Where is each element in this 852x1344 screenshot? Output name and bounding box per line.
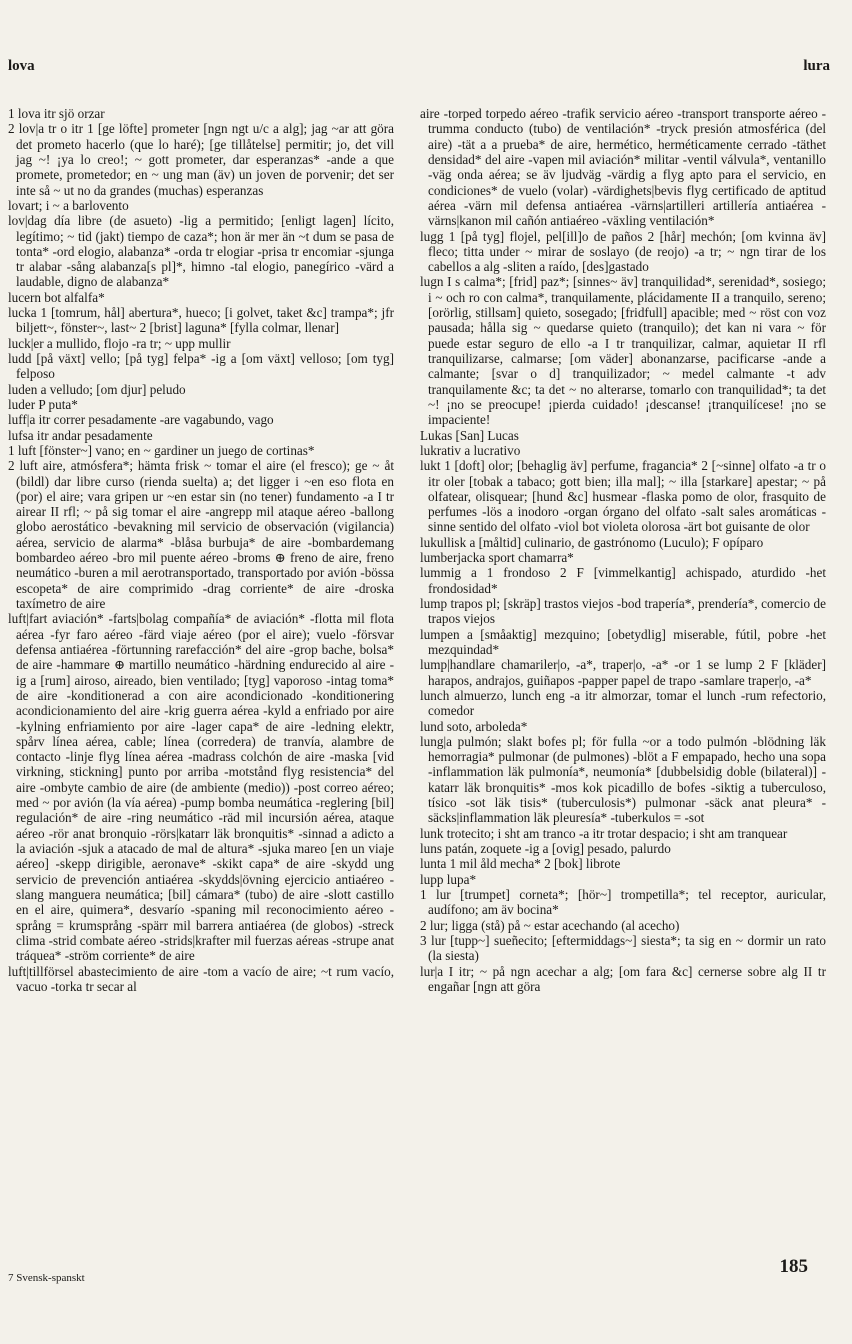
dictionary-entry: ludd [på växt] vello; [på tyg] felpa* -ig a [om växt] velloso; [om tyg] felposo	[8, 351, 394, 382]
dictionary-entry: lunk trotecito; i sht am tranco -a itr trotar despacio; i sht am tranquear	[420, 825, 788, 841]
dictionary-entry: lucern bot alfalfa*	[8, 289, 105, 305]
dictionary-entry: lufsa itr andar pesadamente	[8, 427, 153, 443]
signature-mark: 7 Svensk-spanskt	[8, 1272, 85, 1284]
page-number: 185	[779, 1256, 808, 1277]
dictionary-entry: luft|tillförsel abastecimiento de aire -tom a vacío de aire; ~t rum vacío, vacuo -torka tr secar al	[8, 963, 394, 994]
dictionary-entry: lunta 1 mil åld mecha* 2 [bok] librote	[420, 856, 621, 872]
dictionary-entry: lucka 1 [tomrum, hål] abertura*, hueco; [i golvet, taket &c] trampa*; jfr biljett~, fönster~, last~ 2 [brist] laguna* [fylla colmar, llenar]	[8, 305, 394, 336]
dictionary-entry: lur|a I itr; ~ på ngn acechar a alg; [om fara &c] cernerse sobre alg II tr engañar [ngn att göra	[420, 963, 826, 994]
dictionary-entry: lund soto, arboleda*	[420, 718, 528, 734]
dictionary-entry: 1 lur [trumpet] corneta*; [hör~] trompetilla*; tel receptor, auricular, audífono; am äv bocina*	[420, 886, 826, 918]
dictionary-entry: lov|dag día libre (de asueto) -lig a permitido; [enligt lagen] lícito, legítimo; ~ tid (jakt) tiempo de caza*; hon är mer än ~t dum se pasa de tonta* -ord elogio, alabanza* -orda tr elogiar -prisa tr encomiar -sjunga tr alabar -sång alabanza[s pl]*, himno -tal elogio, panegírico -värd a laudable, digno de alabanza*	[8, 213, 394, 290]
dictionary-entry: aire -torped torpedo aéreo -trafik servicio aéreo -transport transporte aéreo -trumma conducto (tubo) de ventilación* -tryck presión atmosférica (del aire) -tät a a prueba* de aire, hermético, herméticamente cerrado -täthet densidad* del aire -vapen mil aviación* militar -ventil válvula*, ventanillo -väg onda aérea; se äv ljudväg -värdig a flyg apto para el servicio, en condiciones* de vuelo (volar) -värdighets|bevis flyg certificado de aptitud aérea -värn mil defensa antiaérea -värns|artilleri artillería antiaérea -värns|kanon mil cañón antiaéreo -växling ventilación*	[420, 106, 826, 229]
dictionary-entry: lung|a pulmón; slakt bofes pl; för fulla ~or a todo pulmón -blödning läk hemorragia* pulmonar (de pulmones) -blöt a F empapado, hecho una sopa -inflammation läk pulmonía*, neumonía* [dubbelsidig doble (bilateral)] -katarr läk bronquitis* -mos kok picadillo de bofes -siktig a tuberculoso, tísico -sot läk tisis* (tuberculosis*) pulmonar -säck anat pleura* -säcks|inflammation läk pleuresía* -tuberkulos = -sot	[420, 733, 826, 826]
dictionary-entry: 1 luft [fönster~] vano; en ~ gardiner un juego de cortinas*	[8, 442, 315, 458]
dictionary-entry: lumpen a [småaktig] mezquino; [obetydlig] miserable, fútil, pobre -het mezquindad*	[420, 626, 826, 657]
dictionary-entry: luden a velludo; [om djur] peludo	[8, 381, 186, 397]
dictionary-entry: lump|handlare chamariler|o, -a*, traper|o, -a* -or 1 se lump 2 F [kläder] harapos, andrajos, guiñapos -papper papel de trapo -samlare traper|o, -a*	[420, 657, 826, 688]
guide-word-right: lura	[803, 58, 830, 74]
dictionary-entry: lukrativ a lucrativo	[420, 442, 521, 458]
dictionary-entry: 1 lova itr sjö orzar	[8, 106, 105, 121]
dictionary-entry: lupp lupa*	[420, 871, 477, 887]
dictionary-entry: lukt 1 [doft] olor; [behaglig äv] perfume, fragancia* 2 [~sinne] olfato -a tr o itr oler [tobak a tabaco; gott bien; illa mal]; ~ illa [starkare] apestar; ~ på olfatear, olisquear; [hund &c] husmear -flaska pomo de olor, frasquito de perfumes -lös a inodoro -organ órgano del olfato -salt sales aromáticas -sinne sentido del olfato -viol bot violeta olorosa -ärt bot guisante de olor	[420, 458, 826, 535]
dictionary-entry: luder P puta*	[8, 396, 78, 412]
dictionary-entry: luck|er a mullido, flojo -ra tr; ~ upp mullir	[8, 335, 231, 351]
dictionary-entry: lovart; i ~ a barlovento	[8, 197, 129, 213]
guide-word-left: lova	[8, 58, 35, 74]
dictionary-entry: lugn I s calma*; [frid] paz*; [sinnes~ äv] tranquilidad*, serenidad*, sosiego; i ~ och ro con calma*, tranquilamente, plácidamente II a tranquilo, sereno; [orörlig, stillsam] quieto, sosegado; [fridfull] apacible; med ~ röst con voz pausada; hålla sig ~ quedarse quieto (tranquilo); det kan ni vara ~ för puede estar seguro de ello -a I tr tranquilizar, calmar, aquietar II rfl tranquilizarse, calmarse; [om väder] abonanzarse, pacificarse -ande a calmante; [svar o d] tranquilizador; ~ medel calmante -t adv tranquilamente &c; ta det ~ no alterarse, tomarlo con tranquilidad*; ta det ~! ¡no se preocupe! ¡pierda cuidado! ¡descanse! ¡tranquilícese! ¡no se impaciente!	[420, 274, 826, 428]
dictionary-entry: luff|a itr correr pesadamente -are vagabundo, vago	[8, 412, 274, 428]
dictionary-entry: lunch almuerzo, lunch eng -a itr almorzar, tomar el lunch -rum refectorio, comedor	[420, 687, 826, 719]
dictionary-entry: lump trapos pl; [skräp] trastos viejos -bod trapería*, prendería*, comercio de trapos viejos	[420, 596, 826, 627]
dictionary-entry: luft|fart aviación* -farts|bolag compañía* de aviación* -flotta mil flota aérea -fyr faro aéreo -färd viaje aéreo (por el aire); vuelo -försvar defensa antiaérea -förtunning rarefacción* del aire -grop bache, bolsa* de aire -hammare ⊕ martillo neumático -härdning endurecido al aire -ig a [rum] airoso, aireado, bien ventilado; [tyg] vaporoso -intag toma* de aire -konditionerad a con aire acondicionado -konditionering acondicionamiento del aire -krig guerra aérea -kyld a enfriado por aire -kylning enfriamiento por aire -lager capa* de aire -ledning elektr, spårv línea aérea, cable; línea (corredera) de tranvía, alambre de contacto -linje flyg línea aérea -madrass colchón de aire -maska [vid virkning, stickning] punto por arriba -motstånd flyg resistencia* del aire -ombyte cambio de aire (de ambiente (medio)) -post correo aéreo; med ~ por avión (la vía aérea) -pump bomba neumática -reglering [bil] regulación* de aire -ring neumático -räd mil incursión aérea, ataque aéreo -rör anat bronquio -rörs|katarr läk bronquitis* -sinnad a adicto a la aviación -sjuk a atacado de mal de altura* -sjuka mareo [en un viaje aéreo] -skepp dirigible, aeronave* -skikt capa* de aire -skydd ung servicio de prevención antiaérea -skydds|övning ejercicio antiaéreo -slang manguera neumática; [bil] cámara* (tubo) de aire -slott castillo en el aire, quimera*, desvarío -spaning mil reconocimiento aéreo -språng = krumsprång -spärr mil barrera antiaérea (de globos) -streck clima -strid combate aéreo -strids|krafter mil fuerzas aéreas -strupe anat tráquea* -ström corriente* de aire	[8, 611, 394, 964]
dictionary-entry: 2 lov|a tr o itr 1 [ge löfte] prometer [ngn ngt u/c a alg]; jag ~ar att göra det prometo hacerlo (que lo haré); [ge tillåtelse] permitir; jo, det vill jag ~! ¡ya lo creo!; ~ gott prometer, dar esperanzas* -ande a que promete, prometedor; en ~ ung man (äv) un joven de porvenir; det ser inte så ~ ut no da grandes (muchas) esperanzas	[8, 121, 394, 198]
dictionary-entry: luns patán, zoquete -ig a [ovig] pesado, palurdo	[420, 841, 671, 856]
dictionary-entry: 3 lur [tupp~] sueñecito; [eftermiddags~] siesta*; ta sig en ~ dormir un rato (la siesta)	[420, 932, 826, 964]
dictionary-entry: 2 luft aire, atmósfera*; hämta frisk ~ tomar el aire (el fresco); ge ~ åt (bildl) dar libre curso (rienda suelta) a; det ligger i ~en eso flota en (por) el aire; vara gripen ur ~en estar sin (no tener) fundamento -a I tr airear II rfl; ~ på sig tomar el aire -angrepp mil ataque aéreo -ballong globo aerostático -bevakning mil servicio de observación (vigilancia) aérea, servicio de alarma* -blåsa burbuja* de aire -bombardemang bombardeo aéreo -bro mil puente aéreo -broms ⊕ freno de aire, freno neumático -buren a mil aerotransportado, transportado por avión -bössa escopeta* de aire comprimido -drag corriente* de aire -droska taxímetro de aire	[8, 458, 394, 611]
dictionary-entry: lugg 1 [på tyg] flojel, pel[ill]o de paños 2 [hår] mechón; [om kvinna äv] fleco; titta under ~ mirar de soslayo (de reojo) -a tr; ~ ngn tirar de los cabellos a alg -sliten a raído, [des]gastado	[420, 228, 826, 275]
dictionary-entry: Lukas [San] Lucas	[420, 427, 519, 443]
right-column	[420, 106, 826, 994]
left-column	[8, 106, 394, 994]
dictionary-entry: lukullisk a [måltid] culinario, de gastrónomo (Luculo); F opíparo	[420, 534, 764, 550]
dictionary-entry: lumberjacka sport chamarra*	[420, 550, 574, 566]
dictionary-entry: lummig a 1 frondoso 2 F [vimmelkantig] achispado, aturdido -het frondosidad*	[420, 565, 826, 596]
dictionary-entry: 2 lur; ligga (stå) på ~ estar acechando (al acecho)	[420, 917, 680, 933]
